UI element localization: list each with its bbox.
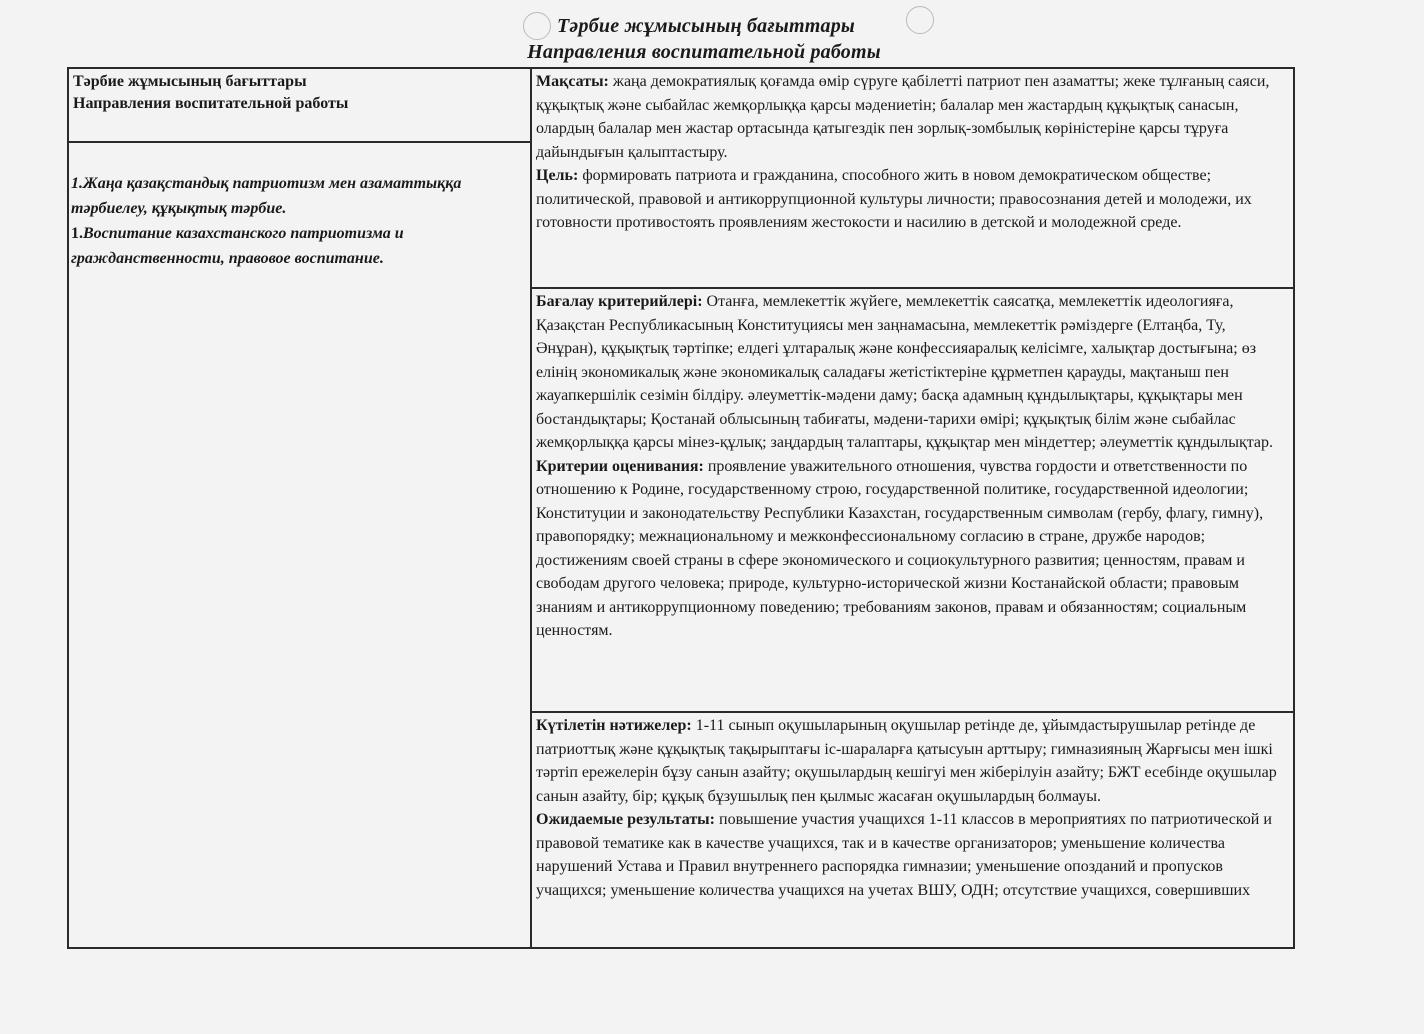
results-cell [531,712,1294,948]
results-text-kazakh: 1-11 сынып оқушыларының оқушылар ретінде де, ұйымдастырушылар ретінде де патриоттық және құқықтық тақырыптағы іс-шараларға қатысуын арттыру; гимназияның Жарғысы мен ішкі тәртіп ережелерін бұзу санын азайту; оқушылардың кешігуі мен жіберілуін азайту; БЖТ есебінде оқушылар санын азайту, бір; құқық бұзушылық пен қылмыс жасаған оқушылардың болмауы. [536,717,1277,805]
direction-cell [68,142,531,948]
table-header-cell [68,68,531,142]
education-directions-table [67,67,1295,949]
criteria-cell [531,288,1294,712]
direction-title-russian [71,221,528,271]
document-title-kazakh: Тәрбие жұмысының бағыттары [557,15,855,37]
criteria-label-russian: Критерии оценивания: [536,457,704,475]
results-label-kazakh: Күтілетін нәтижелер: [536,717,692,734]
results-text-russian: повышение участия учащихся 1-11 классов в мероприятиях по патриотической и правовой тематике как в качестве учащихся, так и в качестве организаторов; уменьшение количества нарушений Устава и Правил внутреннего распорядка гимназии; уменьшение опозданий и пропусков учащихся; уменьшение количества учащихся на учетах ВШУ, ОДН; отсутствие учащихся, совершивших [536,811,1272,899]
goal-text-kazakh: жаңа демократиялық қоғамда өмір сүруге қабілетті патриот пен азаматты; жеке тұлғаның саяси, құқықтық және сыбайлас жемқорлыққа қарсы мәдениетін; балалар мен жастардың құқықтық санасын, олардың балалар мен жастар ортасында қатыгездік пен зорлық-зомбылық көріністеріне қарсы тұруға дайындығын қалыптастыру. [536,73,1270,161]
goal-text-russian: формировать патриота и гражданина, способного жить в новом демократическом обществе; политической, правовой и антикоррупционной культуры личности; правосознания детей и молодежи, их готовности противостоять проявлениям жестокости и насилию в детской и молодежной среде. [536,167,1252,231]
goal-label-kazakh: Мақсаты: [536,73,609,90]
direction-number: 1. [71,225,83,242]
criteria-label-kazakh: Бағалау критерийлері: [536,293,703,310]
criteria-text-kazakh: Отанға, мемлекеттік жүйеге, мемлекеттік саясатқа, мемлекеттік идеологияға, Қазақстан Республикасының Конституциясы мен заңнамасына, мемлекеттік рәміздерге (Елтаңба, Ту, Әнұран), құқықтық тәртіпке; елдегі ұлтаралық және конфессияаралық келісімге, халықтар достығына; өз елінің экономикалық және экономикалық саладағы жетістіктеріне құрметпен қарауды, мақтаныш пен жауапкершілік сезімін білдіру. әлеуметтік-мәдени даму; басқа адамның құндылықтары, құқықтары мен бостандықтары; Қостанай облысының табиғаты, мәдени-тарихи өмірі; құқықтық білім және сыбайлас жемқорлыққа қарсы мінез-құлық; заңдардың талаптары, құқықтар мен міндеттер; әлеуметтік құндылықтар. [536,293,1274,451]
results-label-russian: Ожидаемые результаты: [536,811,715,828]
punch-hole-left [523,12,551,40]
header-line-kazakh: Тәрбие жұмысының бағыттары [73,73,307,90]
header-line-russian: Направления воспитательной работы [73,95,349,112]
goal-label-russian: Цель: [536,167,579,184]
direction-title-kazakh: 1.Жаңа қазақстандық патриотизм мен азаматтыққа тәрбиелеу, құқықтық тәрбие. [71,175,462,217]
goals-cell [531,68,1294,288]
direction-title-russian-text: Воспитание казахстанского патриотизма и гражданственности, правовое воспитание. [71,225,404,267]
document-title-russian: Направления воспитательной работы [527,41,881,63]
punch-hole-right [906,6,934,34]
criteria-text-russian: проявление уважительного отношения, чувства гордости и ответственности по отношению к Родине, государственному строю, государственной политике, государственной идеологии; Конституции и законодательству Республики Казахстан, государственным символам (гербу, флагу, гимну), правопорядку; межнациональному и межконфессиональному согласию в стране, дружбе народов; достижениям своей страны в сфере экономического и социокультурного развития; ценностям, правам и свободам другого человека; природе, культурно-исторической жизни Костанайской области; правовым знаниям и антикоррупционному поведению; требованиям законов, правам и обязанностям; социальным ценностям. [536,457,1264,639]
